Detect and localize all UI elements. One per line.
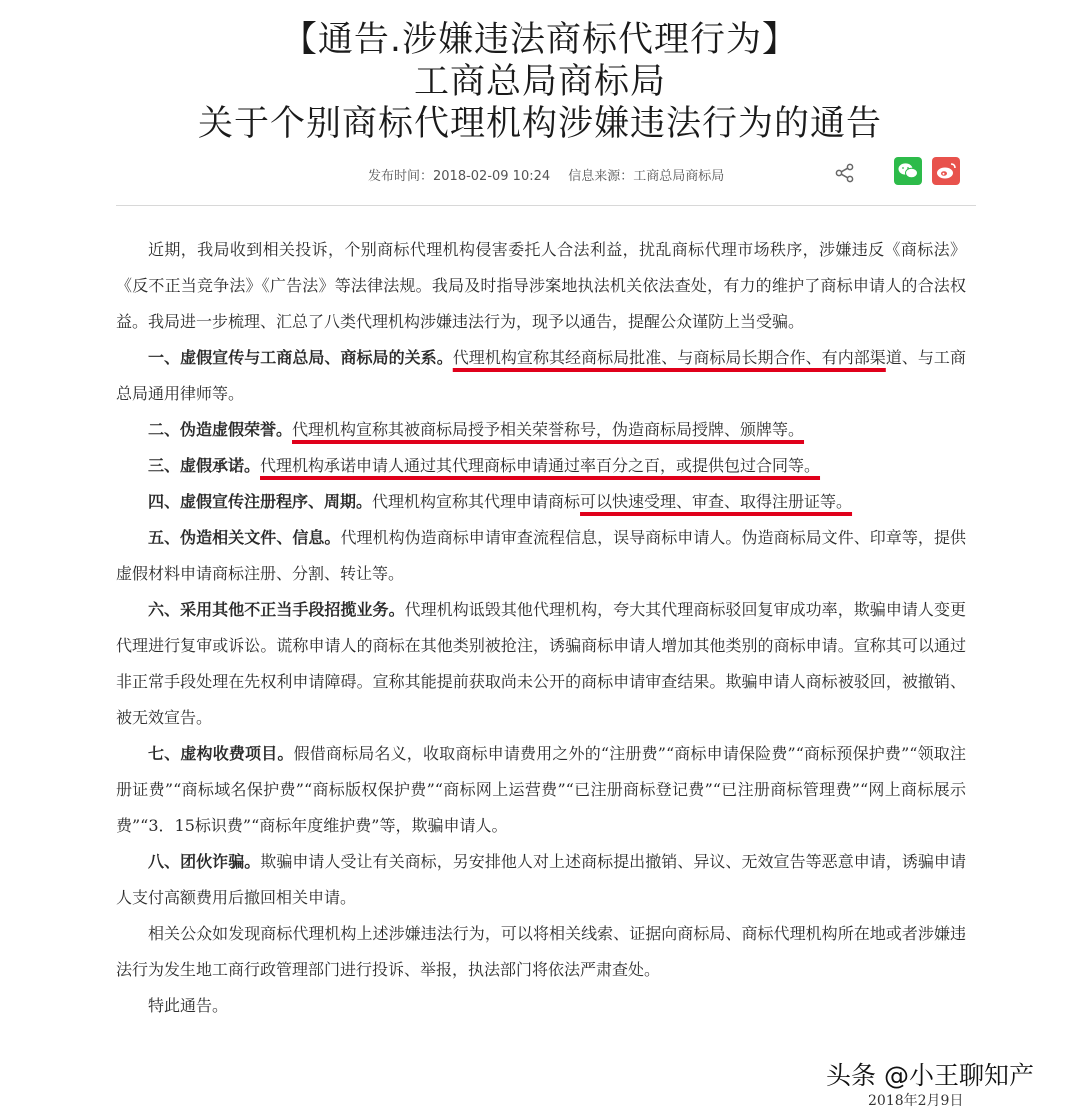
article-meta	[368, 165, 738, 184]
item-1-underlined: 代理机构宣称其经商标局批准、与商标局长期合作、有内部渠	[452, 348, 886, 367]
item-7-heading: 七、虚构收费项目。	[148, 744, 294, 763]
toutiao-watermark: 头条 @小王聊知产	[826, 1061, 1034, 1090]
item-1	[116, 340, 966, 412]
weibo-icon[interactable]	[932, 157, 960, 185]
item-6	[116, 592, 966, 736]
item-5	[116, 520, 966, 592]
item-4	[116, 484, 966, 520]
closing-paragraph: 相关公众如发现商标代理机构上述涉嫌违法行为，可以将相关线索、证据向商标局、商标代理机构所在地或者涉嫌违法行为发生地工商行政管理部门进行投诉、举报，执法部门将依法严肃查处。	[116, 924, 966, 979]
info-source: 信息来源：工商总局商标局	[568, 169, 725, 184]
title-line-3: 关于个别商标代理机构涉嫌违法行为的通告	[197, 104, 882, 144]
item-1-heading: 一、虚假宣传与工商总局、商标局的关系。	[148, 348, 453, 367]
item-1-text: 道、与工商总局通用律师等。	[116, 348, 966, 403]
item-6-heading: 六、采用其他不正当手段招揽业务。	[148, 600, 405, 619]
item-8	[116, 844, 966, 916]
item-5-text: 代理机构伪造商标申请审查流程信息，误导商标申请人。伪造商标局文件、印章等，提供虚假材料申请商标注册、分割、转让等。	[116, 528, 966, 583]
item-2-heading: 二、伪造虚假荣誉。	[148, 420, 293, 439]
item-8-text: 欺骗申请人受让有关商标，另安排他人对上述商标提出撤销、异议、无效宣告等恶意申请，诱骗申请人支付高额费用后撤回相关申请。	[116, 852, 966, 907]
title-line-2: 工商总局商标局	[413, 62, 666, 102]
title-line-1: 【通告.涉嫌违法商标代理行为】	[281, 20, 799, 60]
item-2	[116, 412, 966, 448]
item-4-text: 代理机构宣称其代理申请商标	[372, 492, 581, 511]
share-icon[interactable]	[834, 162, 856, 184]
item-4-underlined: 可以快速受理、审查、取得注册证等。	[580, 492, 853, 511]
header-divider	[116, 205, 976, 206]
item-5-heading: 五、伪造相关文件、信息。	[148, 528, 341, 547]
wechat-icon[interactable]	[894, 157, 922, 185]
article-body	[116, 232, 966, 1024]
item-7	[116, 736, 966, 844]
item-3	[116, 448, 966, 484]
intro-paragraph: 近期，我局收到相关投诉，个别商标代理机构侵害委托人合法利益，扰乱商标代理市场秩序，涉嫌违反《商标法》《反不正当竞争法》《广告法》等法律法规。我局及时指导涉案地执法机关依法查处，有力的维护了商标申请人的合法权益。我局进一步梳理、汇总了八类代理机构涉嫌违法行为，现予以通告，提醒公众谨防上当受骗。	[116, 240, 966, 331]
item-4-heading: 四、虚假宣传注册程序、周期。	[148, 492, 373, 511]
item-3-underlined: 代理机构承诺申请人通过其代理商标申请通过率百分之百，或提供包过合同等。	[260, 456, 821, 475]
item-7-text: 假借商标局名义，收取商标申请费用之外的“注册费”“商标申请保险费”“商标预保护费”“领取注册证费”“商标域名保护费”“商标版权保护费”“商标网上运营费”“已注册商标登记费”“已注册商标管理费”“网上商标展示费”“3．15标识费”“商标年度维护费”等，欺骗申请人。	[116, 744, 966, 835]
item-3-heading: 三、虚假承诺。	[148, 456, 261, 475]
footer-date: 2018年2月9日	[868, 1093, 964, 1109]
item-6-text: 代理机构诋毁其他代理机构，夸大其代理商标驳回复审成功率，欺骗申请人变更代理进行复审或诉讼。谎称申请人的商标在其他类别被抢注，诱骗商标申请人增加其他类别的商标申请。宣称其可以通过非正常手段处理在先权利申请障碍。宣称其能提前获取尚未公开的商标申请审查结果。欺骗申请人商标被驳回，被撤销、被无效宣告。	[116, 600, 966, 727]
signoff: 特此通告。	[148, 996, 229, 1015]
publish-time: 发布时间：2018-02-09 10:24	[368, 169, 551, 184]
item-2-underlined: 代理机构宣称其被商标局授予相关荣誉称号，伪造商标局授牌、颁牌等。	[292, 420, 805, 439]
item-8-heading: 八、团伙诈骗。	[148, 852, 261, 871]
